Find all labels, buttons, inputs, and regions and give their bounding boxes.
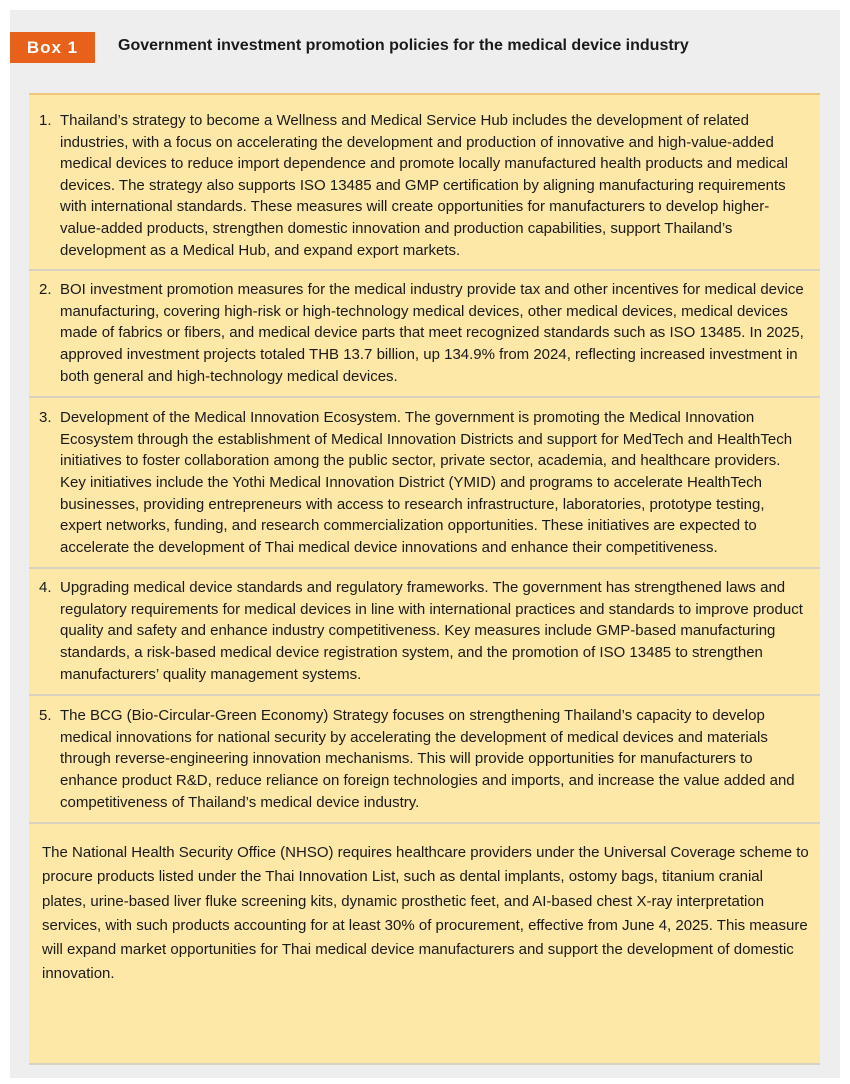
policy-item-3 [29, 398, 820, 569]
bottom-divider [29, 1063, 820, 1065]
item-text: BOI investment promotion measures for the medical industry provide tax and other incentives for medical device manufacturing, covering high-risk or high-technology medical devices, other medical devices, medical devices made of fabrics or fibers, and medical device parts that meet recognized standards such as ISO 13485. In 2025, approved investment projects totaled THB 13.7 billion, up 134.9% from 2024, reflecting increased investment in both general and high-technology medical devices. [60, 281, 804, 385]
box-panel [10, 10, 840, 1078]
box-title: Government investment promotion policies for the medical device industry [118, 37, 689, 54]
item-text: The BCG (Bio-Circular-Green Economy) Strategy focuses on strengthening Thailand’s capacity to develop medical innovations for national security by accelerating the development of medical devices and materials through reverse-engineering innovation mechanisms. This will provide opportunities for manufacturers to enhance product R&D, reduce reliance on foreign technologies and imports, and increase the value added and competitiveness of Thailand’s medical device industry. [60, 707, 795, 811]
box-header [10, 32, 840, 66]
item-number: 4. [39, 579, 52, 597]
item-number: 3. [39, 409, 52, 427]
policy-content [29, 93, 820, 1065]
policy-item-5 [29, 696, 820, 824]
policy-item-4 [29, 569, 820, 696]
item-number: 5. [39, 707, 52, 725]
item-number: 1. [39, 112, 52, 129]
item-text: Thailand’s strategy to become a Wellness and Medical Service Hub includes the development of related industries, with a focus on accelerating the development and production of innovative and high-value-added medical devices to reduce import dependence and promote locally manufactured health products and medical devices. The strategy also supports ISO 13485 and GMP certification by aligning manufacturing requirements with international standards. These measures will create opportunities for manufacturers to develop higher-value-added products, strengthen domestic innovation and production capabilities, support Thailand’s development as a Medical Hub, and expand export markets. [60, 112, 788, 259]
policy-item-2 [29, 271, 820, 398]
box-badge: Box 1 [10, 32, 95, 63]
item-number: 2. [39, 281, 52, 299]
item-text: Development of the Medical Innovation Ecosystem. The government is promoting the Medical Innovation Ecosystem through the establishment of Medical Innovation Districts and support for MedTech and HealthTech initiatives to foster collaboration among the public sector, private sector, academia, and healthcare providers. Key initiatives include the Yothi Medical Innovation District (YMID) and programs to accelerate HealthTech businesses, providing entrepreneurs with access to research infrastructure, laboratories, prototype testing, expert networks, funding, and research commercialization opportunities. These initiatives are expected to accelerate the development of Thai medical device innovations and enhance their competitiveness. [60, 409, 793, 556]
policy-item-1 [29, 95, 820, 271]
closing-paragraph: The National Health Security Office (NHSO) requires healthcare providers under the Universal Coverage scheme to procure products listed under the Thai Innovation List, such as dental implants, ostomy bags, titanium cranial plates, urine-based liver fluke screening kits, dynamic prosthetic feet, and AI-based chest X-ray interpretation services, with such products accounting for at least 30% of procurement, effective from June 4, 2025. This measure will expand market opportunities for Thai medical device manufacturers and support the development of domestic innovation. [42, 844, 809, 983]
item-text: Upgrading medical device standards and regulatory frameworks. The government has strengthened laws and regulatory requirements for medical devices in line with international practices and standards to improve product quality and safety and enhance industry competitiveness. Key measures include GMP-based manufacturing standards, a risk-based medical device registration system, and the promotion of ISO 13485 to strengthen manufacturers’ quality management systems. [60, 579, 803, 683]
